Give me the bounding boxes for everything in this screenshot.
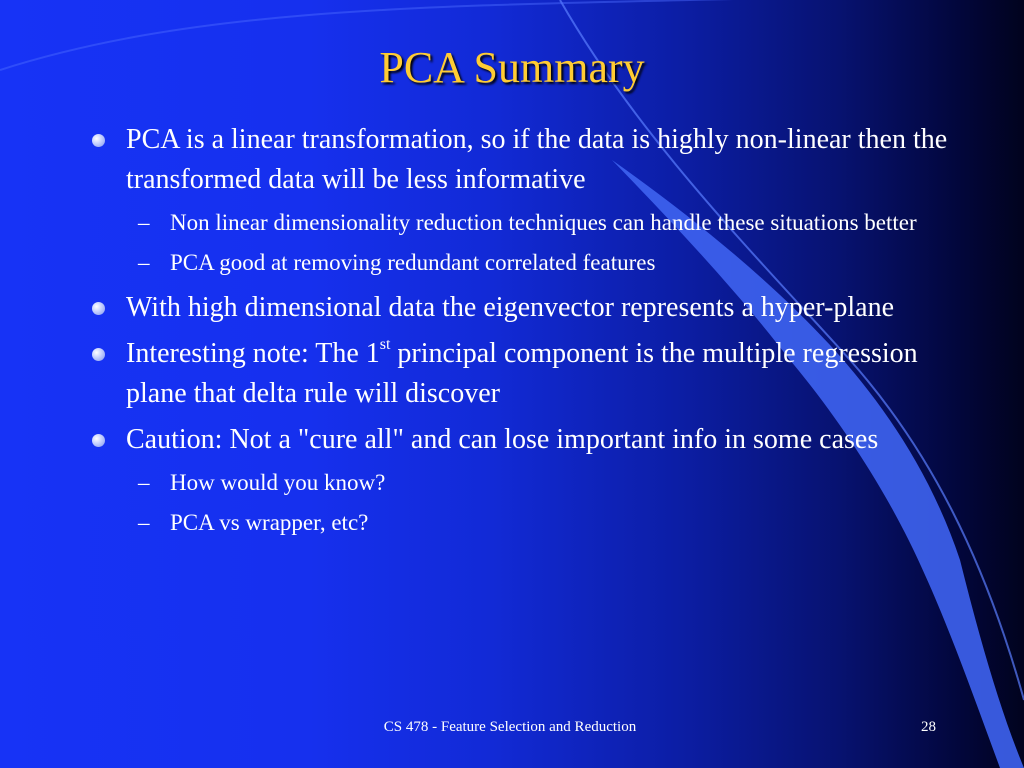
- bullet-text: With high dimensional data the eigenvector represents a hyper-plane: [126, 292, 895, 323]
- slide-content: [88, 120, 948, 548]
- dash-icon: –: [138, 210, 150, 235]
- slide-title: PCA Summary: [379, 43, 645, 92]
- sub-bullet-text: Non linear dimensionality reduction techniques can handle these situations better: [170, 210, 917, 235]
- bullet-item: [88, 334, 948, 414]
- sub-bullet-item: [134, 206, 948, 240]
- sub-bullet-item: [134, 466, 948, 500]
- sub-bullet-text: PCA good at removing redundant correlated features: [170, 250, 656, 275]
- bullet-dot-icon: [92, 134, 105, 147]
- bullet-text-after: principal component is the multiple regression plane that delta rule will discover: [126, 338, 918, 409]
- sub-bullet-text: How would you know?: [170, 470, 386, 495]
- superscript: st: [379, 335, 391, 353]
- sub-bullet-item: [134, 506, 948, 540]
- bullet-item: [88, 120, 948, 200]
- bullet-item: [88, 288, 948, 328]
- bullet-text: Caution: Not a "cure all" and can lose important info in some cases: [126, 424, 879, 455]
- bullet-dot-icon: [92, 348, 105, 361]
- bullet-text: PCA is a linear transformation, so if the data is highly non-linear then the transformed data will be less informative: [126, 124, 948, 195]
- dash-icon: –: [138, 470, 150, 495]
- sub-bullet-text: PCA vs wrapper, etc?: [170, 510, 369, 535]
- bullet-dot-icon: [92, 434, 105, 447]
- dash-icon: –: [138, 250, 150, 275]
- sub-bullet-item: [134, 246, 948, 280]
- slide-footer: CS 478 - Feature Selection and Reduction: [383, 719, 637, 735]
- sub-bullet-list: [134, 466, 948, 540]
- bullet-dot-icon: [92, 302, 105, 315]
- sub-bullet-list: [134, 206, 948, 280]
- page-number: 28: [921, 719, 936, 735]
- bullet-text-before: Interesting note: The 1: [126, 338, 380, 369]
- bullet-item: [88, 420, 948, 460]
- dash-icon: –: [138, 510, 150, 535]
